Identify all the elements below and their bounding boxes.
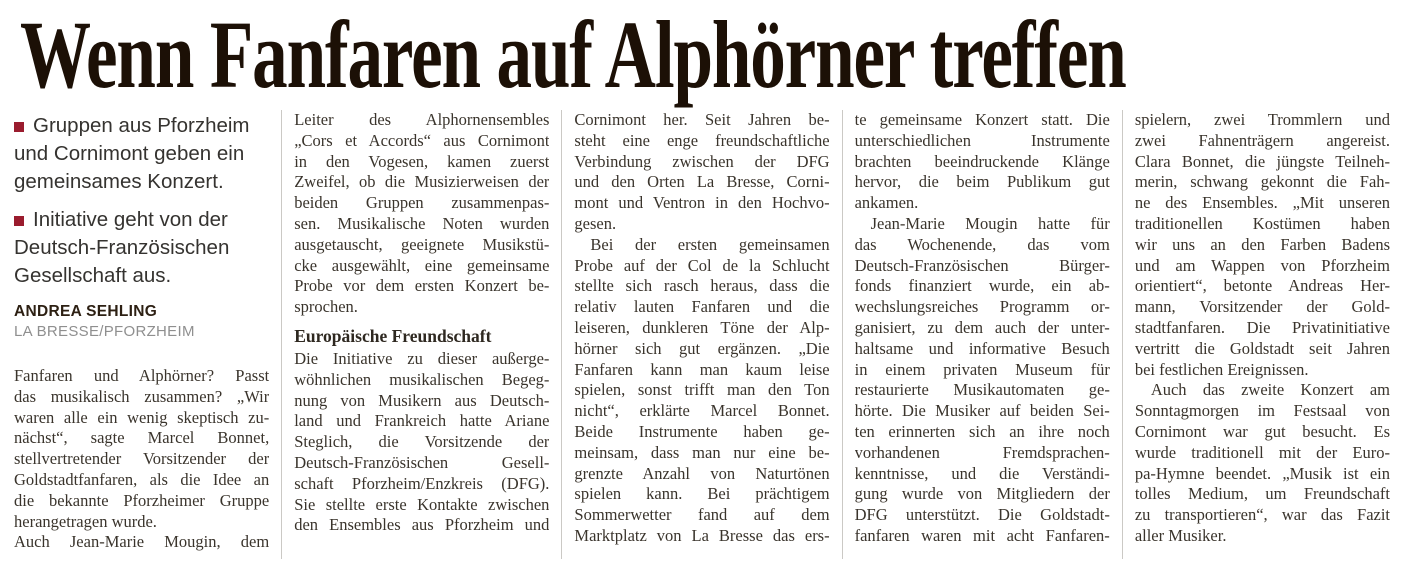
body-line: die bekannte Pforzheimer Gruppe — [14, 490, 270, 510]
body-line: den Ensembles aus Pforzheim und — [294, 515, 550, 535]
body-line: nächst“, sagte Marcel Bonnet, — [14, 428, 270, 448]
lead-section — [14, 112, 269, 290]
body-line: ne des Ensembles. „Mit unseren — [1134, 193, 1391, 213]
body-line: unterschiedlichen Instrumente — [854, 130, 1110, 150]
body-line: traditionellen Kostümen haben — [1134, 213, 1391, 233]
body-line: bei festlichen Ereignissen. — [1134, 359, 1309, 379]
body-line: Sie stellte erste Kontakte zwischen — [294, 494, 550, 514]
body-line: mann, Vorsitzender der Gold- — [1134, 297, 1391, 317]
body-line: grenzte Anzahl von Naturtönen — [574, 463, 830, 483]
lead-line: Deutsch-Französischen — [14, 236, 230, 259]
body-line: vertritt die Goldstadt seit Jahren — [1134, 338, 1391, 358]
column-body — [294, 110, 549, 536]
body-line: DFG unterstützt. Die Goldstadt- — [854, 505, 1110, 525]
body-line: schaft Pforzheim/Enzkreis (DFG). — [294, 473, 550, 493]
body-line: sprochen. — [294, 297, 358, 317]
body-line: das Wochenende, das vom — [854, 234, 1110, 254]
bullet-square-icon — [14, 122, 24, 132]
body-line: wir uns an den Farben Badens — [1134, 234, 1391, 254]
body-line: Steglich, die Vorsitzende der — [294, 432, 550, 452]
body-line: ganisiert, zu dem auch der unter- — [854, 317, 1110, 337]
paragraph — [14, 532, 269, 553]
masthead — [0, 0, 1405, 106]
body-line: Marktplatz von La Bresse das ers- — [574, 525, 830, 545]
body-line: hörner sich gut ergänzen. „Die — [574, 338, 830, 358]
body-line: Leiter des Alphornensembles — [294, 110, 550, 129]
body-line: stadtfanfaren. Die Privatinitiative — [1134, 317, 1391, 337]
lead-line: und Cornimont geben ein — [14, 142, 245, 165]
byline-author: ANDREA SEHLING — [14, 303, 158, 320]
body-line: stellvertretender Vorsitzender der — [14, 449, 270, 469]
paragraph — [574, 235, 829, 547]
body-line: Cornimont her. Seit Jahren be- — [574, 110, 830, 129]
body-line: relativ lauten Fanfaren und die — [574, 297, 830, 317]
article-column — [842, 110, 1122, 559]
paragraph — [14, 366, 269, 532]
body-line: tolles Medium, um Freundschaft — [1134, 484, 1391, 504]
body-line: Deutsch-Französischen Gesell- — [294, 452, 550, 472]
column-body — [14, 366, 269, 553]
body-line: hervor, die beim Publikum gut — [854, 172, 1110, 192]
body-line: Sommerwetter fand auf dem — [574, 505, 830, 525]
body-line: nicht“, erklärte Marcel Bonnet. — [574, 401, 830, 421]
body-line: restaurierte Musikautomaten ge- — [854, 380, 1110, 400]
body-line: leiseren, dunkleren Töne der Alp- — [574, 317, 830, 337]
body-line: wechslungsreiches Programm or- — [854, 297, 1110, 317]
paragraph — [855, 110, 1110, 214]
body-line: brachten beeindruckende Klänge — [854, 151, 1110, 171]
body-line: Cornimont war gut besucht. Es — [1134, 421, 1391, 441]
body-line: orientiert“, betonte Andreas Her- — [1134, 276, 1391, 296]
paragraph — [294, 110, 549, 318]
body-line: wurde traditionell mit der Euro- — [1134, 442, 1391, 462]
article-column — [281, 110, 561, 559]
body-line: Clara Bonnet, die jüngste Teilneh- — [1134, 151, 1391, 171]
body-line: waren alle ein wenig skeptisch zu- — [14, 407, 270, 427]
body-line: Jean-Marie Mougin hatte für — [870, 213, 1110, 233]
body-line: und den Orten La Bresse, Corni- — [574, 172, 830, 192]
body-line: Probe vor dem ersten Konzert be- — [294, 276, 550, 296]
byline-location: LA BRESSE/PFORZHEIM — [14, 323, 195, 340]
body-line: spielen, sonst trifft man den Ton — [574, 380, 830, 400]
body-line: te gemeinsame Konzert statt. Die — [854, 110, 1110, 129]
body-line: Auch Jean-Marie Mougin, dem — [14, 532, 270, 552]
column-body — [1135, 110, 1390, 547]
body-line: haltsame und informative Besuch — [854, 338, 1110, 358]
lead-line: Gruppen aus Pforzheim — [14, 112, 269, 140]
lead-line: Initiative geht von der — [14, 206, 269, 234]
body-line: ankamen. — [854, 193, 919, 213]
body-line: Goldstadtfanfaren, als die Idee an — [14, 469, 270, 489]
body-line: Sonntagmorgen im Festsaal von — [1134, 401, 1391, 421]
article-headline: Wenn Fanfaren auf Alphörner treffen — [20, 1, 1126, 108]
body-line: und am Wappen von Pforzheim — [1134, 255, 1391, 275]
lead-item — [14, 112, 269, 196]
bullet-square-icon — [14, 216, 24, 226]
paragraph — [294, 349, 549, 536]
body-line: zwei Fahnenträgern angereist. — [1134, 130, 1391, 150]
body-line: hörte. Die Musiker auf beiden Sei- — [854, 401, 1110, 421]
paragraph — [1135, 110, 1390, 380]
paragraph — [855, 214, 1110, 547]
body-line: gung wurde von Mitgliedern der — [854, 484, 1110, 504]
paragraph — [574, 110, 829, 235]
body-line: gesen. — [574, 213, 617, 233]
body-line: fanfaren waren mit acht Fanfaren- — [854, 525, 1110, 545]
byline — [14, 302, 269, 341]
body-line: Verbindung zwischen der DFG — [574, 151, 830, 171]
body-line: nung von Musikern aus Deutsch- — [294, 390, 550, 410]
body-line: spielern, zwei Trommlern und — [1134, 110, 1391, 129]
body-line: Bei der ersten gemeinsamen — [590, 234, 830, 254]
body-line: stellte sich rasch heraus, dass die — [574, 276, 830, 296]
body-line: das musikalisch zusammen? „Wir — [14, 386, 270, 406]
paragraph — [1135, 380, 1390, 546]
section-subheading: Europäische Freundschaft — [294, 325, 492, 346]
body-line: ten erinnerten sich an ihre noch — [854, 421, 1110, 441]
body-line: herangetragen wurde. — [14, 511, 157, 531]
column-body — [855, 110, 1110, 547]
lead-item — [14, 206, 269, 290]
body-line: fonds finanziert wurde, ein ab- — [854, 276, 1110, 296]
article-column — [561, 110, 841, 559]
body-line: zu transportieren“, war das Fazit — [1134, 505, 1391, 525]
body-line: sen. Musikalische Noten wurden — [294, 213, 550, 233]
body-line: mont und Ventron in den Hochvo- — [574, 193, 830, 213]
body-line: pa-Hymne beendet. „Musik ist ein — [1134, 463, 1391, 483]
body-line: Zweifel, ob die Musizierweisen der — [294, 172, 550, 192]
body-line: merin, schwang gekonnt die Fah- — [1134, 172, 1391, 192]
body-line: wöhnlichen musikalischen Begeg- — [294, 369, 550, 389]
body-line: spielen kann. Bei prächtigem — [574, 484, 830, 504]
body-line: beiden Gruppen zusammenpas- — [294, 193, 550, 213]
body-line: ausgetauscht, geeignete Musikstü- — [294, 234, 550, 254]
body-line: vorhandenen Fremdsprachen- — [854, 442, 1110, 462]
body-line: in den Vogesen, kamen zuerst — [294, 151, 550, 171]
body-line: Fanfaren kann man kaum leise — [574, 359, 830, 379]
column-body — [574, 110, 829, 547]
body-line: land und Frankreich hatte Ariane — [294, 411, 550, 431]
body-line: „Cors et Accords“ aus Cornimont — [294, 130, 550, 150]
body-line: kenntnisse, und die Verständi- — [854, 463, 1110, 483]
body-line: Auch das zweite Konzert am — [1150, 380, 1391, 400]
body-line: Fanfaren und Alphörner? Passt — [14, 366, 270, 385]
columns-container — [0, 106, 1405, 559]
body-line: Probe auf der Col de la Schlucht — [574, 255, 830, 275]
body-line: in einem privaten Museum für — [854, 359, 1110, 379]
body-line: cke ausgewählt, eine gemeinsame — [294, 255, 550, 275]
article-column — [1122, 110, 1390, 559]
body-line: meinsam, dass man nur eine be- — [574, 442, 830, 462]
lead-line: gemeinsames Konzert. — [14, 170, 224, 193]
body-line: aller Musiker. — [1134, 525, 1227, 545]
body-line: Beide Instrumente haben ge- — [574, 421, 830, 441]
lead-line: Gesellschaft aus. — [14, 264, 172, 287]
body-line: Die Initiative zu dieser außerge- — [294, 348, 550, 368]
article-column — [14, 110, 281, 559]
body-line: steht eine enge freundschaftliche — [574, 130, 830, 150]
body-line: Deutsch-Französischen Bürger- — [854, 255, 1110, 275]
